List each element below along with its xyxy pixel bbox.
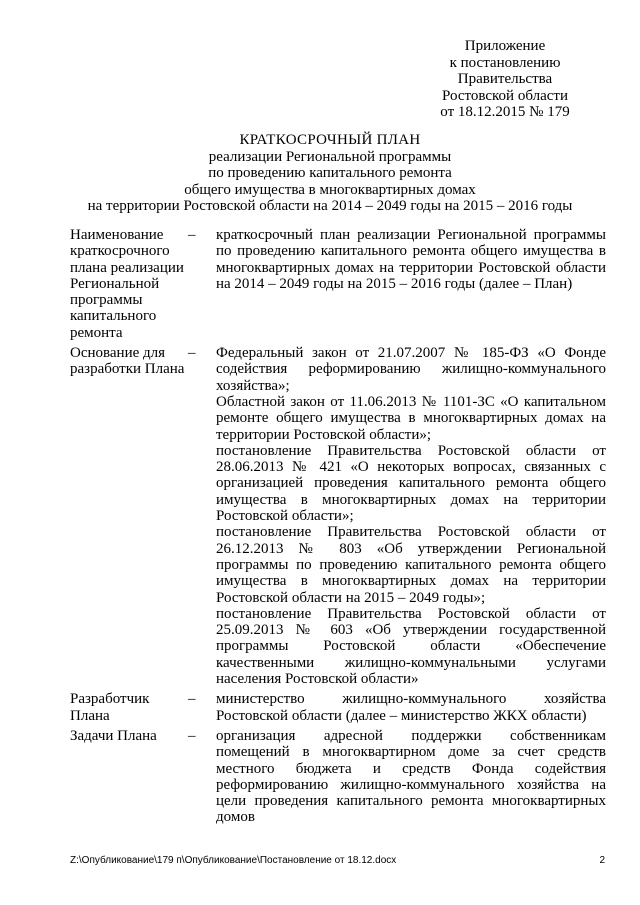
section-label: Основание для разработки Плана bbox=[70, 345, 185, 378]
section-dash: – bbox=[188, 345, 196, 362]
section-paragraph: Федеральный закон от 21.07.2007 № 185-ФЗ «О Фонде содействия реформированию жилищно-коммунального хозяйства»; bbox=[216, 345, 606, 394]
section-dash: – bbox=[188, 227, 196, 243]
section-label: Разработчик Плана bbox=[70, 691, 150, 724]
section-body bbox=[216, 227, 606, 341]
footer-file-path: Z:\Опубликование\179 п\Опубликование\Постановление от 18.12.docx bbox=[70, 855, 397, 866]
section-paragraph: Областной закон от 11.06.2013 № 1101-ЗС «О капитальном ремонте общего имущества в многоквартирных домах на территории Ростовской области»; bbox=[216, 393, 606, 443]
section-tasks bbox=[70, 728, 606, 826]
plan-sections bbox=[70, 227, 606, 830]
section-paragraph: постановление Правительства Ростовской области от 28.06.2013 № 421 «О некоторых вопросах, связанных с организацией проведения капитального ремонта общего имущества в многоквартирных домах на территории Ростовской области»; bbox=[216, 442, 606, 525]
appendix-line: от 18.12.2015 № 179 bbox=[440, 104, 570, 120]
section-body bbox=[216, 691, 606, 724]
section-paragraph: организация адресной поддержки собственникам помещений в многоквартирном доме за счет средств местного бюджета и средств Фонда содействия реформированию жилищно-коммунального хозяйства на цели проведения капитального ремонта многоквартирных домов bbox=[216, 727, 606, 826]
section-paragraph: краткосрочный план реализации Региональной программы по проведению капитального ремонта общего имущества в многоквартирных домах на территории Ростовской области на 2014 – 2049 годы на 2015 – 2016 годы (далее – План) bbox=[216, 227, 606, 292]
appendix-line: Правительства bbox=[457, 71, 553, 87]
section-paragraph: постановление Правительства Ростовской области от 25.09.2013 № 603 «Об утверждении государственной программы Ростовской области «Обеспечение качественными жилищно-коммунальными услугами населения Ростовской области» bbox=[216, 605, 606, 688]
page-number: 2 bbox=[599, 855, 605, 866]
appendix-line: к постановлению bbox=[449, 54, 561, 71]
title-line: на территории Ростовской области на 2014 – 2049 годы на 2015 – 2016 годы bbox=[87, 198, 573, 214]
title-line: по проведению капитального ремонта bbox=[208, 165, 452, 181]
section-paragraph: постановление Правительства Ростовской области от 26.12.2013 № 803 «Об утверждении Региональной программы по проведению капитального ремонта общего имущества в многоквартирных домах на территории Ростовской области на 2015 – 2049 годы»; bbox=[216, 524, 606, 606]
section-label: Наименование краткосрочного плана реализации Региональной программы капитального ремонта bbox=[70, 227, 184, 341]
section-developer bbox=[70, 691, 606, 724]
section-body bbox=[216, 728, 606, 826]
document-title bbox=[40, 132, 620, 215]
section-dash: – bbox=[188, 727, 196, 744]
section-paragraph: министерство жилищно-коммунального хозяйства Ростовской области (далее – министерство ЖКХ области) bbox=[216, 691, 606, 724]
page-footer bbox=[70, 855, 605, 866]
appendix-block bbox=[400, 38, 610, 121]
section-dash: – bbox=[188, 691, 196, 708]
title-main: КРАТКОСРОЧНЫЙ ПЛАН bbox=[239, 132, 421, 148]
section-label: Задачи Плана bbox=[70, 727, 157, 744]
section-plan-name bbox=[70, 227, 606, 341]
section-basis bbox=[70, 345, 606, 687]
appendix-line: Ростовской области bbox=[442, 87, 568, 104]
title-line: общего имущества в многоквартирных домах bbox=[184, 181, 476, 198]
section-body bbox=[216, 345, 606, 687]
title-line: реализации Региональной программы bbox=[208, 148, 452, 165]
appendix-line: Приложение bbox=[464, 38, 546, 54]
